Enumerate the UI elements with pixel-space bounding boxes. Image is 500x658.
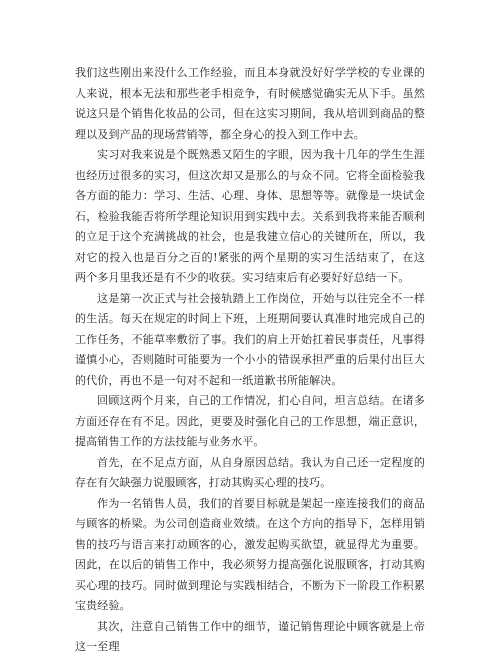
paragraph-1: 我们这些刚出来没什么工作经验，而且本身就没好好学学校的专业课的人来说，根本无法和那些老手相竞争，有时候感觉确实无从下手。虽然说这只是个销售化妆品的公司，但在这实习期间，我从培训到商品的整理以及到产品的现场营销等，都全身心的投入到工作中去。: [75, 66, 425, 141]
document-body: [75, 63, 425, 658]
paragraph-4: 回顾这两个月来，自己的工作情况，扪心自问，坦言总结。在诸多方面还存在有不足。因此，更要及时强化自己的工作思想，端正意识，提高销售工作的方法技能与业务水平。: [75, 394, 425, 448]
paragraph-5: 首先，在不足点方面，从自身原因总结。我认为自己还一定程度的存在有欠缺强力说服顾客，打动其购买心理的技巧。: [75, 455, 425, 489]
paragraph-6: 作为一名销售人员，我们的首要目标就是架起一座连接我们的商品与顾客的桥梁。为公司创造商业效绩。在这个方向的指导下，怎样用销售的技巧与语言来打动顾客的心，激发起购买欲望，就显得尤为重要。因此，在以后的销售工作中，我必须努力提高强化说服顾客，打动其购买心理的技巧。同时做到理论与实践相结合，不断为下一阶段工作积累宝贵经验。: [75, 496, 425, 612]
paragraph-2: 实习对我来说是个既熟悉又陌生的字眼，因为我十几年的学生生涯也经历过很多的实习，但这次却又是那么的与众不同。它将全面检验我各方面的能力：学习、生活、心理、身体、思想等等。就像是一块试金石，检验我能否将所学理论知识用到实践中去。关系到我将来能否顺利的立足于这个充满挑战的社会，也是我建立信心的关键所在，所以，我对它的投入也是百分之百的!紧张的两个星期的实习生活结束了，在这两个多月里我还是有不少的收获。实习结束后有必要好好总结一下。: [75, 148, 425, 284]
paragraph-3: 这是第一次正式与社会接轨踏上工作岗位，开始与以往完全不一样的生活。每天在规定的时间上下班，上班期间要认真准时地完成自己的工作任务，不能草率敷衍了事。我们的肩上开始扛着民事责任，凡事得谨慎小心，否则随时可能要为一个小小的错误承担严重的后果付出巨大的代价，再也不是一句对不起和一纸道歉书所能解决。: [75, 291, 425, 387]
paragraph-7: 其次，注意自己销售工作中的细节，谨记销售理论中顾客就是上帝这一至理: [75, 619, 425, 653]
